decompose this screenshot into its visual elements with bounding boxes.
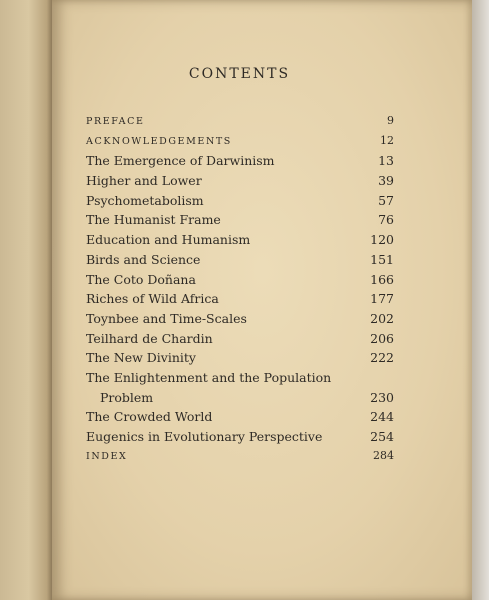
toc-entry-title: INDEX — [86, 450, 128, 462]
toc-entry-page: 202 — [370, 310, 394, 326]
toc-entry — [86, 350, 394, 370]
toc-entry-title: Higher and Lower — [86, 173, 202, 189]
toc-entry-title: The Emergence of Darwinism — [86, 153, 275, 169]
toc-entry-title: Problem — [100, 389, 154, 405]
toc-entry-title: The Enlightenment and the Population — [86, 369, 332, 385]
toc-entry-title: The New Divinity — [86, 350, 196, 366]
toc-entry-page: 120 — [370, 232, 394, 248]
toc-entry-page: 76 — [378, 212, 394, 228]
toc-entry-page: 254 — [370, 429, 394, 444]
toc-entry-title: ACKNOWLEDGEMENTS — [86, 135, 232, 147]
toc-entry-page: 206 — [370, 330, 394, 346]
toc-entry-title: Toynbee and Time-Scales — [86, 310, 247, 326]
toc-entry-page: 284 — [373, 448, 394, 462]
toc-entry-title: Education and Humanism — [86, 232, 251, 248]
toc-entry — [86, 370, 394, 390]
toc-entry-page: 151 — [370, 251, 394, 267]
toc-entry-continuation — [86, 390, 394, 410]
toc-entry — [86, 153, 394, 173]
book-spine-gutter — [0, 0, 52, 600]
toc-entry-page: 230 — [370, 389, 394, 405]
toc-entry-page: 12 — [380, 133, 394, 147]
toc-entry — [86, 272, 394, 292]
toc-entry — [86, 252, 394, 272]
toc-entry-title: Teilhard de Chardin — [86, 330, 213, 346]
toc-entry-page: 57 — [378, 192, 394, 208]
toc-entry-title: Psychometabolism — [86, 192, 204, 208]
toc-entry — [86, 134, 394, 154]
table-of-contents — [86, 114, 394, 468]
toc-entry-title: Riches of Wild Africa — [86, 291, 219, 307]
toc-entry-title: The Crowded World — [86, 409, 213, 425]
toc-entry — [86, 291, 394, 311]
toc-entry — [86, 449, 394, 469]
toc-entry-page: 9 — [387, 114, 394, 127]
toc-entry — [86, 311, 394, 331]
toc-entry — [86, 193, 394, 213]
toc-entry-title: The Humanist Frame — [86, 212, 221, 228]
toc-entry-page: 166 — [370, 271, 394, 287]
toc-entry — [86, 212, 394, 232]
toc-entry-page: 39 — [378, 173, 394, 189]
toc-entry-title: The Coto Doñana — [86, 271, 196, 287]
toc-entry-page: 177 — [370, 291, 394, 307]
toc-entry-page: 13 — [378, 153, 394, 169]
page-edge — [472, 0, 489, 600]
toc-entry — [86, 232, 394, 252]
toc-entry-title: Eugenics in Evolutionary Perspective — [86, 429, 323, 444]
toc-entry — [86, 173, 394, 193]
toc-entry-title: PREFACE — [86, 116, 145, 127]
toc-entry-page: 244 — [370, 409, 394, 425]
toc-entry — [86, 429, 394, 449]
toc-entry — [86, 114, 394, 134]
toc-entry — [86, 409, 394, 429]
toc-entry-title: Birds and Science — [86, 251, 201, 267]
toc-entry — [86, 331, 394, 351]
toc-entry-page: 222 — [370, 350, 394, 366]
contents-heading: CONTENTS — [188, 66, 291, 82]
